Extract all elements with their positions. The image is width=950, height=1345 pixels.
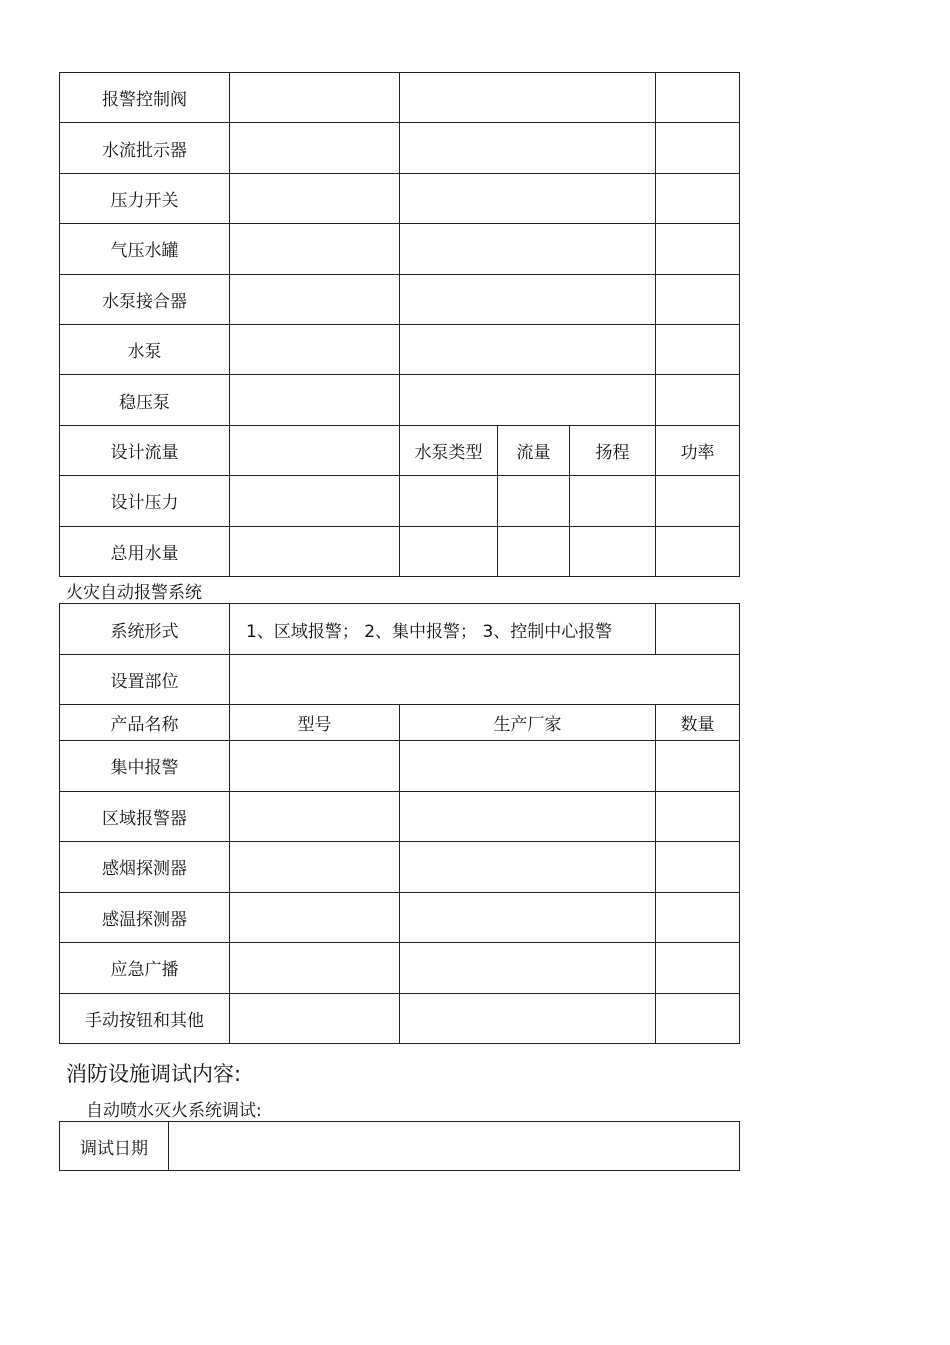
empty-cell[interactable]	[230, 526, 400, 576]
empty-cell[interactable]	[230, 324, 400, 374]
fire-alarm-table	[59, 603, 740, 1044]
empty-cell[interactable]	[656, 791, 740, 842]
empty-cell[interactable]	[400, 741, 656, 792]
empty-cell[interactable]	[230, 375, 400, 425]
empty-cell[interactable]	[400, 842, 656, 893]
empty-cell[interactable]	[400, 274, 656, 324]
empty-cell[interactable]	[656, 476, 740, 526]
empty-cell[interactable]	[656, 173, 740, 223]
table-row	[60, 73, 740, 123]
column-header: 水泵类型	[400, 425, 498, 475]
empty-cell[interactable]	[400, 476, 498, 526]
table-row	[60, 224, 740, 274]
empty-cell[interactable]	[570, 476, 656, 526]
empty-cell[interactable]	[400, 892, 656, 943]
table-row	[60, 526, 740, 576]
system-form-options: 1、区域报警； 2、集中报警； 3、控制中心报警	[230, 604, 656, 655]
pump-header-row	[60, 425, 740, 475]
debug-date-table	[59, 1121, 740, 1171]
empty-cell[interactable]	[230, 943, 400, 994]
row-label: 压力开关	[60, 173, 230, 223]
empty-cell[interactable]	[400, 526, 498, 576]
table-row	[60, 791, 740, 842]
empty-cell[interactable]	[230, 476, 400, 526]
table-row	[60, 274, 740, 324]
empty-cell[interactable]	[656, 842, 740, 893]
header-row	[60, 705, 740, 741]
empty-cell[interactable]	[656, 73, 740, 123]
column-header: 扬程	[570, 425, 656, 475]
row-label: 感温探测器	[60, 892, 230, 943]
section-title: 消防设施调试内容:	[66, 1062, 242, 1086]
empty-cell[interactable]	[498, 526, 570, 576]
table-row	[60, 604, 740, 655]
row-label: 集中报警	[60, 741, 230, 792]
empty-cell[interactable]	[230, 274, 400, 324]
empty-cell[interactable]	[656, 324, 740, 374]
row-label: 设置部位	[60, 655, 230, 705]
table-row	[60, 123, 740, 173]
table-row	[60, 173, 740, 223]
empty-cell[interactable]	[656, 274, 740, 324]
empty-cell[interactable]	[656, 993, 740, 1044]
table-row	[60, 741, 740, 792]
empty-cell[interactable]	[656, 526, 740, 576]
row-label: 感烟探测器	[60, 842, 230, 893]
empty-cell[interactable]	[400, 224, 656, 274]
row-label: 设计压力	[60, 476, 230, 526]
empty-cell[interactable]	[656, 123, 740, 173]
sprinkler-equipment-table	[59, 72, 740, 577]
table-row	[60, 993, 740, 1044]
row-label: 调试日期	[60, 1122, 169, 1171]
section-title: 火灾自动报警系统	[66, 583, 202, 603]
table-row	[60, 655, 740, 705]
empty-cell[interactable]	[400, 123, 656, 173]
empty-cell[interactable]	[230, 173, 400, 223]
row-label: 水泵	[60, 324, 230, 374]
row-label: 设计流量	[60, 425, 230, 475]
table-row	[60, 943, 740, 994]
empty-cell[interactable]	[656, 943, 740, 994]
empty-cell[interactable]	[400, 324, 656, 374]
empty-cell[interactable]	[498, 476, 570, 526]
empty-cell[interactable]	[400, 943, 656, 994]
empty-cell[interactable]	[230, 791, 400, 842]
empty-cell[interactable]	[230, 425, 400, 475]
row-label: 气压水罐	[60, 224, 230, 274]
column-header: 流量	[498, 425, 570, 475]
table-row	[60, 375, 740, 425]
empty-cell[interactable]	[656, 375, 740, 425]
row-label: 报警控制阀	[60, 73, 230, 123]
column-header: 功率	[656, 425, 740, 475]
empty-cell[interactable]	[400, 73, 656, 123]
row-label: 手动按钮和其他	[60, 993, 230, 1044]
row-label: 区域报警器	[60, 791, 230, 842]
empty-cell[interactable]	[570, 526, 656, 576]
empty-cell[interactable]	[656, 741, 740, 792]
section-subtitle: 自动喷水灭火系统调试:	[86, 1101, 262, 1121]
empty-cell[interactable]	[230, 842, 400, 893]
table-row	[60, 1122, 740, 1171]
empty-cell[interactable]	[656, 892, 740, 943]
table-row	[60, 476, 740, 526]
empty-cell[interactable]	[169, 1122, 740, 1171]
empty-cell[interactable]	[400, 791, 656, 842]
table-row	[60, 842, 740, 893]
column-header: 型号	[230, 705, 400, 741]
empty-cell[interactable]	[230, 123, 400, 173]
table-row	[60, 324, 740, 374]
empty-cell[interactable]	[400, 173, 656, 223]
empty-cell[interactable]	[230, 224, 400, 274]
empty-cell[interactable]	[400, 375, 656, 425]
table-row	[60, 892, 740, 943]
empty-cell[interactable]	[656, 604, 740, 655]
column-header: 产品名称	[60, 705, 230, 741]
empty-cell[interactable]	[400, 993, 656, 1044]
column-header: 生产厂家	[400, 705, 656, 741]
empty-cell[interactable]	[230, 741, 400, 792]
empty-cell[interactable]	[230, 73, 400, 123]
column-header: 数量	[656, 705, 740, 741]
row-label: 系统形式	[60, 604, 230, 655]
empty-cell[interactable]	[230, 892, 400, 943]
empty-cell[interactable]	[230, 993, 400, 1044]
row-label: 应急广播	[60, 943, 230, 994]
row-label: 稳压泵	[60, 375, 230, 425]
row-label: 水泵接合器	[60, 274, 230, 324]
empty-cell[interactable]	[656, 224, 740, 274]
empty-cell[interactable]	[230, 655, 740, 705]
row-label: 水流批示器	[60, 123, 230, 173]
row-label: 总用水量	[60, 526, 230, 576]
